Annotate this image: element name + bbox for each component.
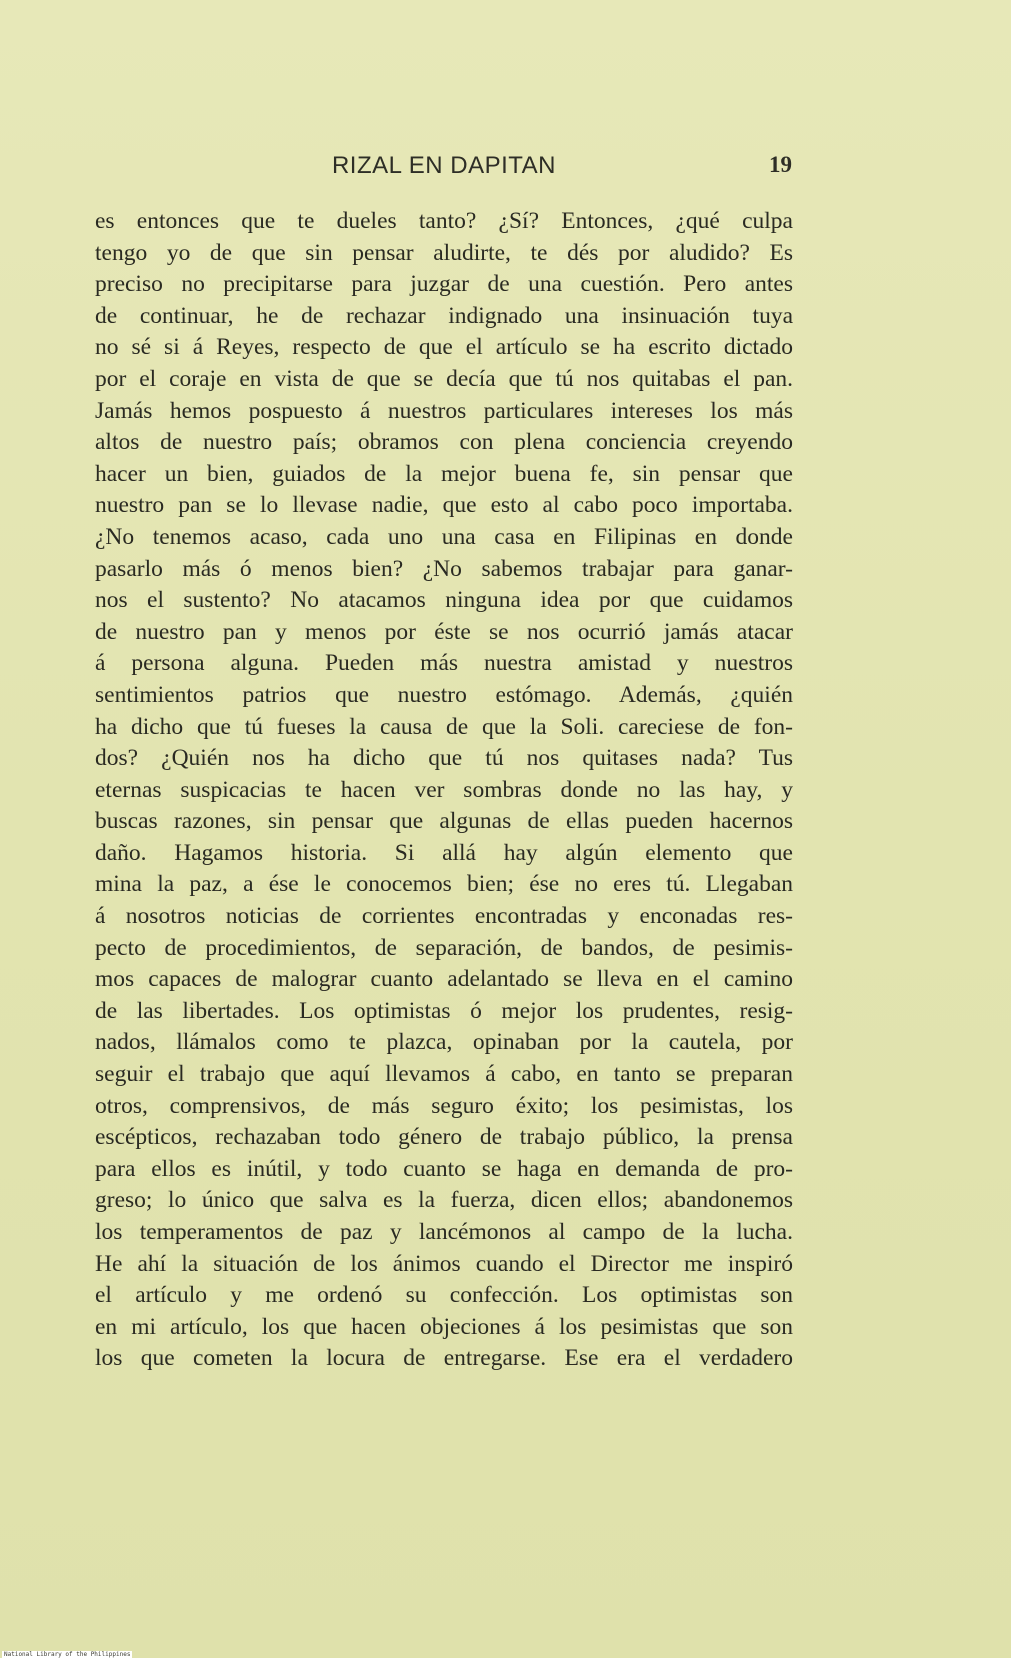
- text-line: altos de nuestro país; obramos con plena conciencia creyendo: [95, 429, 793, 456]
- running-title: RIZAL EN DAPITAN: [331, 152, 557, 179]
- text-line: el artículo y me ordenó su confección. Los optimistas son: [95, 1282, 793, 1309]
- text-line: buscas razones, sin pensar que algunas de ellas pueden hacernos: [95, 808, 793, 835]
- text-line: Jamás hemos pospuesto á nuestros particulares intereses los más: [95, 397, 793, 424]
- library-credit: National Library of the Philippines: [4, 1651, 131, 1658]
- text-line: dos? ¿Quién nos ha dicho que tú nos quitases nada? Tus: [95, 745, 793, 772]
- text-line: de las libertades. Los optimistas ó mejor los prudentes, resig-: [95, 997, 793, 1024]
- text-line: á nosotros noticias de corrientes encontradas y enconadas res-: [95, 903, 793, 930]
- text-line: hacer un bien, guiados de la mejor buena fe, sin pensar que: [95, 460, 793, 487]
- text-line: tengo yo de que sin pensar aludirte, te dés por aludido? Es: [95, 239, 793, 266]
- text-line: ¿No tenemos acaso, cada uno una casa en Filipinas en donde: [95, 523, 793, 550]
- text-line: no sé si á Reyes, respecto de que el artículo se ha escrito dictado: [95, 334, 793, 361]
- text-line: de continuar, he de rechazar indignado una insinuación tuya: [95, 302, 793, 329]
- text-line: nuestro pan se lo llevase nadie, que esto al cabo poco importaba.: [95, 492, 793, 519]
- text-line: He ahí la situación de los ánimos cuando el Director me inspiró: [95, 1250, 793, 1277]
- text-line: de nuestro pan y menos por éste se nos ocurrió jamás atacar: [95, 618, 793, 645]
- text-line: pecto de procedimientos, de separación, de bandos, de pesimis-: [95, 934, 793, 961]
- text-line: para ellos es inútil, y todo cuanto se haga en demanda de pro-: [95, 1155, 793, 1182]
- text-line: á persona alguna. Pueden más nuestra amistad y nuestros: [95, 650, 793, 677]
- text-line: en mi artículo, los que hacen objeciones á los pesimistas que son: [95, 1313, 793, 1340]
- text-line: los que cometen la locura de entregarse. Ese era el verdadero: [95, 1345, 793, 1372]
- text-line: pasarlo más ó menos bien? ¿No sabemos trabajar para ganar-: [95, 555, 793, 582]
- text-line: los temperamentos de paz y lancémonos al campo de la lucha.: [95, 1219, 793, 1245]
- text-line: preciso no precipitarse para juzgar de una cuestión. Pero antes: [95, 271, 793, 298]
- text-line: mina la paz, a ése le conocemos bien; ése no eres tú. Llegaban: [95, 871, 793, 898]
- text-line: es entonces que te dueles tanto? ¿Sí? Entonces, ¿qué culpa: [95, 208, 793, 234]
- body-text: [95, 206, 793, 1375]
- text-line: ha dicho que tú fueses la causa de que la Soli. careciese de fon-: [95, 713, 793, 740]
- text-line: mos capaces de malograr cuanto adelantado se lleva en el camino: [95, 966, 793, 993]
- text-line: eternas suspicacias te hacen ver sombras donde no las hay, y: [95, 776, 793, 803]
- text-line: escépticos, rechazaban todo género de trabajo público, la prensa: [95, 1124, 793, 1151]
- text-line: nos el sustento? No atacamos ninguna idea por que cuidamos: [95, 587, 793, 614]
- text-line: nados, llámalos como te plazca, opinaban por la cautela, por: [95, 1029, 793, 1056]
- text-line: greso; lo único que salva es la fuerza, dicen ellos; abandonemos: [95, 1187, 793, 1214]
- text-line: seguir el trabajo que aquí llevamos á cabo, en tanto se preparan: [95, 1061, 793, 1088]
- text-line: por el coraje en vista de que se decía que tú nos quitabas el pan.: [95, 365, 793, 392]
- text-line: sentimientos patrios que nuestro estómago. Además, ¿quién: [95, 681, 793, 708]
- page-number: 19: [769, 152, 792, 177]
- text-line: otros, comprensivos, de más seguro éxito; los pesimistas, los: [95, 1092, 793, 1119]
- running-head: [96, 152, 792, 188]
- text-line: daño. Hagamos historia. Si allá hay algún elemento que: [95, 839, 793, 866]
